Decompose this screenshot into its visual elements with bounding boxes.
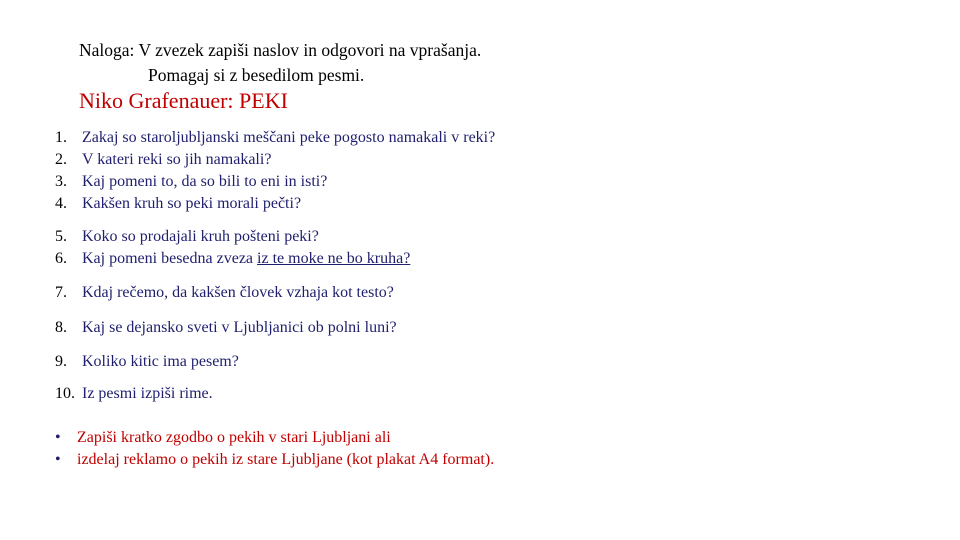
bullet-text: izdelaj reklamo o pekih iz stare Ljubljane (kot plakat A4 format).	[77, 451, 495, 468]
question-item	[55, 283, 394, 303]
question-number: 6.	[55, 250, 67, 267]
question-item	[55, 318, 397, 338]
question-number: 8.	[55, 319, 67, 336]
page-title: Niko Grafenauer: PEKI	[79, 88, 288, 113]
question-item	[55, 128, 495, 148]
question-item	[55, 352, 239, 372]
question-text: Kdaj rečemo, da kakšen človek vzhaja kot testo?	[82, 284, 394, 301]
question-item	[55, 249, 410, 269]
question-text: V kateri reki so jih namakali?	[82, 151, 272, 168]
task-instruction-line-1: Naloga: V zvezek zapiši naslov in odgovori na vprašanja.	[79, 40, 482, 60]
question-number: 2.	[55, 151, 67, 168]
bullet-item	[55, 450, 494, 470]
question-item	[55, 150, 271, 170]
question-text: Kaj se dejansko sveti v Ljubljanici ob polni luni?	[82, 319, 397, 336]
question-number: 10.	[55, 385, 75, 402]
question-text: Kaj pomeni to, da so bili to eni in isti?	[82, 173, 328, 190]
question-text-start: Kaj pomeni besedna zveza	[82, 250, 258, 267]
question-number: 5.	[55, 228, 67, 245]
question-text: Koliko kitic ima pesem?	[82, 353, 239, 370]
bullet-item	[55, 428, 391, 448]
question-text: Zakaj so staroljubljanski meščani peke pogosto namakali v reki?	[82, 129, 496, 146]
question-text: Iz pesmi izpiši rime.	[82, 385, 213, 402]
question-item	[55, 227, 319, 247]
question-number: 3.	[55, 173, 67, 190]
question-text: Koko so prodajali kruh pošteni peki?	[82, 228, 319, 245]
task-instruction-line-2: Pomagaj si z besedilom pesmi.	[148, 65, 365, 85]
question-number: 1.	[55, 129, 67, 146]
question-text-end: ?	[403, 250, 411, 267]
question-number: 4.	[55, 195, 67, 212]
question-text: Kakšen kruh so peki morali pečti?	[82, 195, 302, 212]
bullet-text: Zapiši kratko zgodbo o pekih v stari Ljubljani ali	[77, 429, 391, 446]
question-item	[55, 172, 327, 192]
question-text-phrase: iz te moke ne bo kruha	[257, 250, 404, 267]
question-item	[55, 384, 213, 404]
bullet-icon: •	[55, 429, 61, 446]
question-number: 9.	[55, 353, 67, 370]
question-item	[55, 194, 301, 214]
bullet-icon: •	[55, 451, 61, 468]
question-number: 7.	[55, 284, 67, 301]
